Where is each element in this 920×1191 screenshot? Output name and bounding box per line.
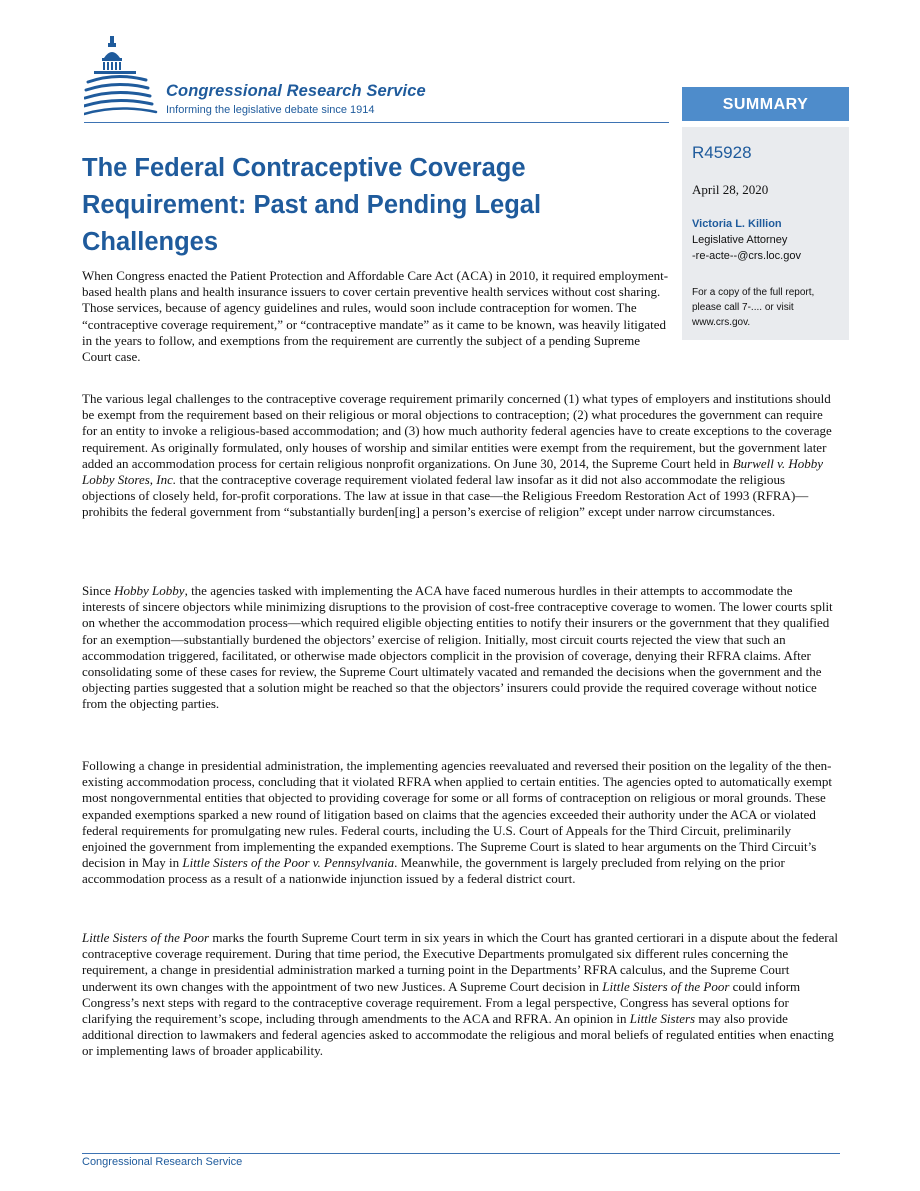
case-name: Little Sisters of the Poor: [602, 978, 730, 994]
org-tagline: Informing the legislative debate since 1914: [166, 104, 375, 116]
case-name: Little Sisters of the Poor v. Pennsylvania: [182, 855, 395, 871]
text-run: could inform Congress’s next steps with regard to the contraceptive coverage requirement. From a legal perspective, Congress has several options for clarifying the requirement’s scope, including through amendments to the ACA and RFRA. An opinion in: [82, 978, 801, 1027]
case-name: Little Sisters: [629, 1011, 696, 1027]
author-name: Victoria L. Killion: [692, 218, 782, 230]
paragraph: [82, 391, 838, 521]
document-title: The Federal Contraceptive Coverage Requirement: Past and Pending Legal Challenges: [82, 154, 542, 256]
text-run: Following a change in presidential administration, the implementing agencies reevaluated and reversed their position on the legality of the then-existing accommodation process, concluding that it violated RFRA when applied to certain entities. The agencies opted to automatically exempt most nongovernmental entities that objected to providing coverage for some or all forms of contraception on religious or moral grounds. These expanded exemptions sparked a new round of litigation based on claims that the agencies exceeded their authority under the ACA or violated federal requirements for promulgating new rules. Federal courts, including the U.S. Court of Appeals for the Third Circuit, preliminarily enjoined the government from implementing the expanded exemptions. The Supreme Court is slated to hear arguments on the Third Circuit’s decision in May in: [82, 758, 832, 871]
org-name: Congressional Research Service: [166, 82, 426, 100]
case-name: Hobby Lobby: [114, 583, 185, 598]
summary-heading: SUMMARY: [682, 87, 849, 121]
paragraph: [82, 930, 838, 1060]
header-divider: [84, 122, 669, 123]
author-email[interactable]: -re-acte--@crs.loc.gov: [692, 250, 801, 262]
case-name: Burwell v. Hobby Lobby Stores, Inc.: [82, 455, 824, 488]
footer-divider: [82, 1153, 840, 1154]
paragraph: [82, 758, 838, 888]
case-name: Little Sisters of the Poor: [82, 930, 210, 945]
text-run: . Meanwhile, the government is largely precluded from relying on the prior accommodation process as a result of a nationwide injunction issued by a federal district court.: [82, 855, 785, 887]
summary-sidebar: [682, 127, 849, 340]
author-role: Legislative Attorney: [692, 234, 788, 246]
paragraph: [82, 268, 672, 365]
text-run: Since: [82, 583, 115, 598]
footer-label: Congressional Research Service: [82, 1156, 243, 1168]
crs-logo: [84, 34, 484, 124]
copy-note: For a copy of the full report, please call 7-.... or visit www.crs.gov.: [692, 287, 815, 328]
text-run: may also provide additional direction to lawmakers and federal agencies asked to accommodate the religious and moral beliefs of regulated entities when enacting or implementing laws of broader applicability.: [82, 1011, 834, 1059]
text-run: The various legal challenges to the contraceptive coverage requirement primarily concerned (1) what types of employers and institutions should be exempt from the requirement based on their religious or moral objections to contraception; (2) what procedures the government can require for an entity to invoke a religious-based accommodation; and (3) how much authority federal agencies have to create exceptions to the coverage requirement. As originally formulated, only houses of worship and similar entities were exempt from the requirement, but the government later added an accommodation process for certain religious nonprofit organizations. On June 30, 2014, the Supreme Court held in: [82, 391, 832, 471]
text-run: marks the fourth Supreme Court term in six years in which the Court has granted certiorari in a dispute about the federal contraceptive coverage requirement. During that time period, the Executive Departments promulgated six different rules concerning the requirement, a change in presidential administration marked a turning point in the Departments’ RFRA calculus, and the Supreme Court underwent its own changes with the appointment of two new Justices. A Supreme Court decision in: [82, 930, 838, 994]
capitol-dome-icon: [84, 34, 164, 124]
text-run: , the agencies tasked with implementing the ACA have faced numerous hurdles in their attempts to accommodate the interests of sincere objectors while minimizing disruptions to the provision of cost-free contraceptive coverage to women. The lower courts split on whether the accommodation process—which required eligible objecting entities to notify their insurers or the government that they qualified for an exemption—substantially burdened the objectors’ exercise of religion. Initially, most circuit courts rejected the view that such an accommodation triggered, facilitated, or otherwise made objectors complicit in the provision of coverage, denying their RFRA claims. After consolidating some of these cases for review, the Supreme Court ultimately vacated and remanded the decisions when the government and the objecting parties suggested that a solution might be reached so that the objectors’ insurers could provide the required coverage without notice from the objecting parties.: [82, 583, 833, 712]
paragraph: [82, 583, 838, 713]
report-date: April 28, 2020: [692, 182, 769, 197]
text-run: When Congress enacted the Patient Protection and Affordable Care Act (ACA) in 2010, it required employment-based health plans and health insurance issuers to cover certain preventive health services without cost sharing. Those services, because of agency guidelines and rules, would soon include contraception for women. The “contraceptive coverage requirement,” or “contraceptive mandate” as it came to be known, was heavily litigated in the years to follow, and exemptions from the requirement are currently the subject of a pending Supreme Court case.: [82, 268, 669, 365]
report-id: R45928: [692, 143, 752, 162]
text-run: that the contraceptive coverage requirement violated federal law insofar as it did not also accommodate the religious objections of closely held, for-profit corporations. The law at issue in that case—the Religious Freedom Restoration Act of 1993 (RFRA)—prohibits the federal government from “substantially burden[ing] a person’s exercise of religion” except under narrow circumstances.: [82, 472, 809, 520]
